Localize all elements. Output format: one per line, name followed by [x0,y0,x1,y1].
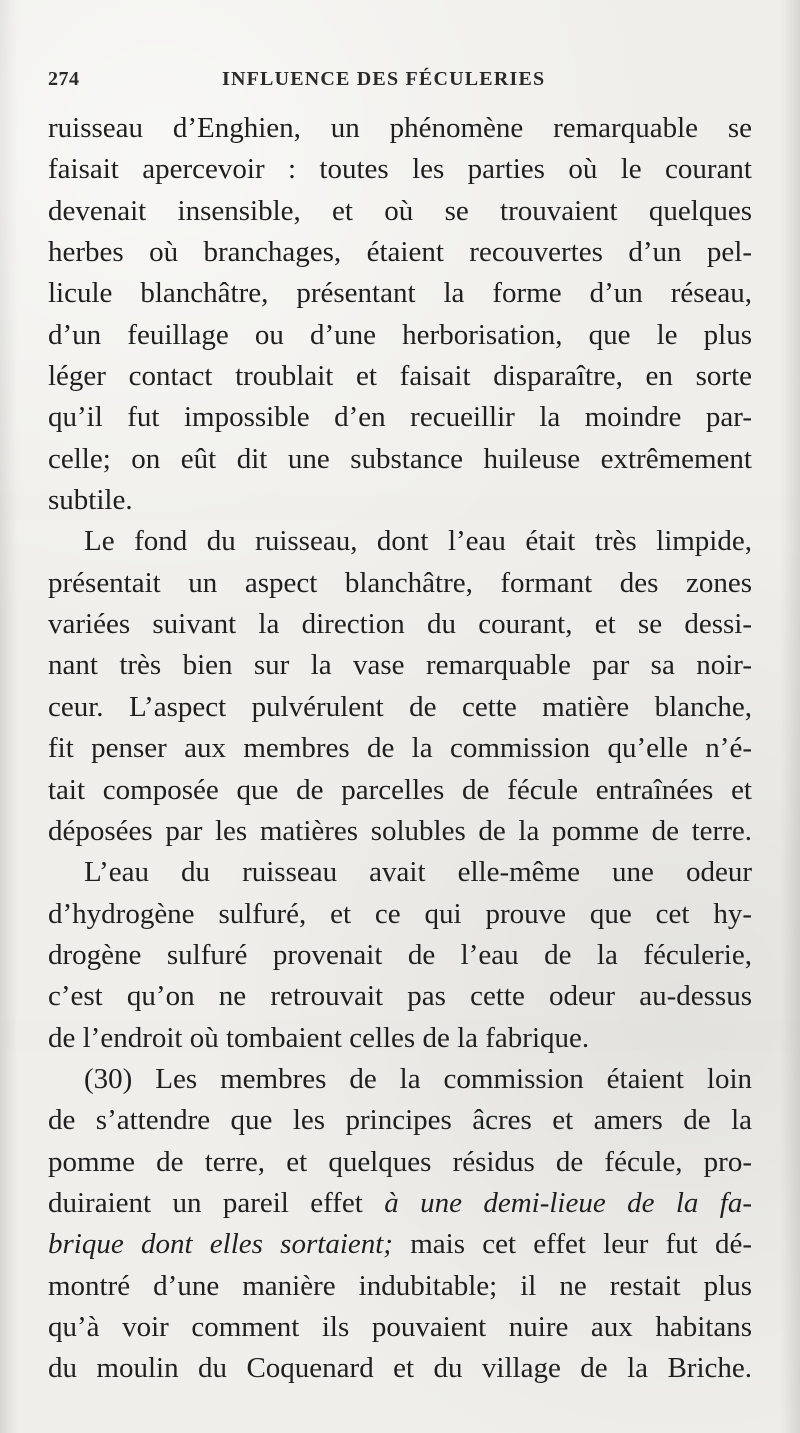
text-line: licule blanchâtre, présentant la forme d’un réseau, [48,277,752,310]
italic-text: brique dont elles sortaient; [48,1228,393,1261]
text-line: devenait insensible, et où se trouvaient quelques [48,194,752,227]
text-line: présentait un aspect blanchâtre, formant des zones [48,566,752,599]
text-line: L’eau du ruisseau avait elle-même une odeur [84,856,752,889]
text-line: Le fond du ruisseau, dont l’eau était très limpide, [84,525,752,558]
text-line: qu’à voir comment ils pouvaient nuire aux habitans [48,1310,752,1343]
text-line: du moulin du Coquenard et du village de la Briche. [48,1352,752,1385]
text-line: duiraient un pareil effet à une demi-lieue de la fa- [48,1186,752,1219]
text-line: ruisseau d’Enghien, un phénomène remarquable se [48,112,752,144]
text-line: fit penser aux membres de la commission qu’elle n’é- [48,732,752,765]
page-header [48,68,752,102]
text-line: (30) Les membres de la commission étaient loin [84,1062,752,1095]
text-line: pomme de terre, et quelques résidus de fécule, pro- [48,1145,752,1178]
text-line: faisait apercevoir : toutes les parties où le courant [48,153,752,186]
text-line: variées suivant la direction du courant, et se dessi- [48,608,752,641]
text-line: qu’il fut impossible d’en recueillir la moindre par- [48,401,752,434]
text-line: montré d’une manière indubitable; il ne restait plus [48,1269,752,1302]
text-line: de l’endroit où tombaient celles de la fabrique. [48,1021,590,1054]
italic-text: à une demi-lieue de la fa- [384,1186,752,1219]
text-line: subtile. [48,484,133,517]
text-line: d’hydrogène sulfuré, et ce qui prouve que cet hy- [48,897,752,930]
text-line: léger contact troublait et faisait disparaître, en sorte [48,360,752,393]
running-head: INFLUENCE DES FÉCULERIES [222,68,546,90]
body-text [48,108,752,1390]
text-line: drogène sulfuré provenait de l’eau de la féculerie, [48,938,752,971]
text-line: de s’attendre que les principes âcres et amers de la [48,1104,752,1137]
text-line: d’un feuillage ou d’une herborisation, que le plus [48,318,752,351]
page-number: 274 [48,68,80,90]
text-line: c’est qu’on ne retrouvait pas cette odeur au-dessus [48,980,752,1013]
text-line: celle; on eût dit une substance huileuse extrêmement [48,442,752,475]
text-line: nant très bien sur la vase remarquable par sa noir- [48,649,752,682]
text-line: ceur. L’aspect pulvérulent de cette matière blanche, [48,690,752,723]
text-line: tait composée que de parcelles de fécule entraînées et [48,773,752,806]
text-line: herbes où branchages, étaient recouvertes d’un pel- [48,236,752,269]
text-line: déposées par les matières solubles de la pomme de terre. [48,814,752,847]
text-line: brique dont elles sortaient; mais cet effet leur fut dé- [48,1228,753,1261]
